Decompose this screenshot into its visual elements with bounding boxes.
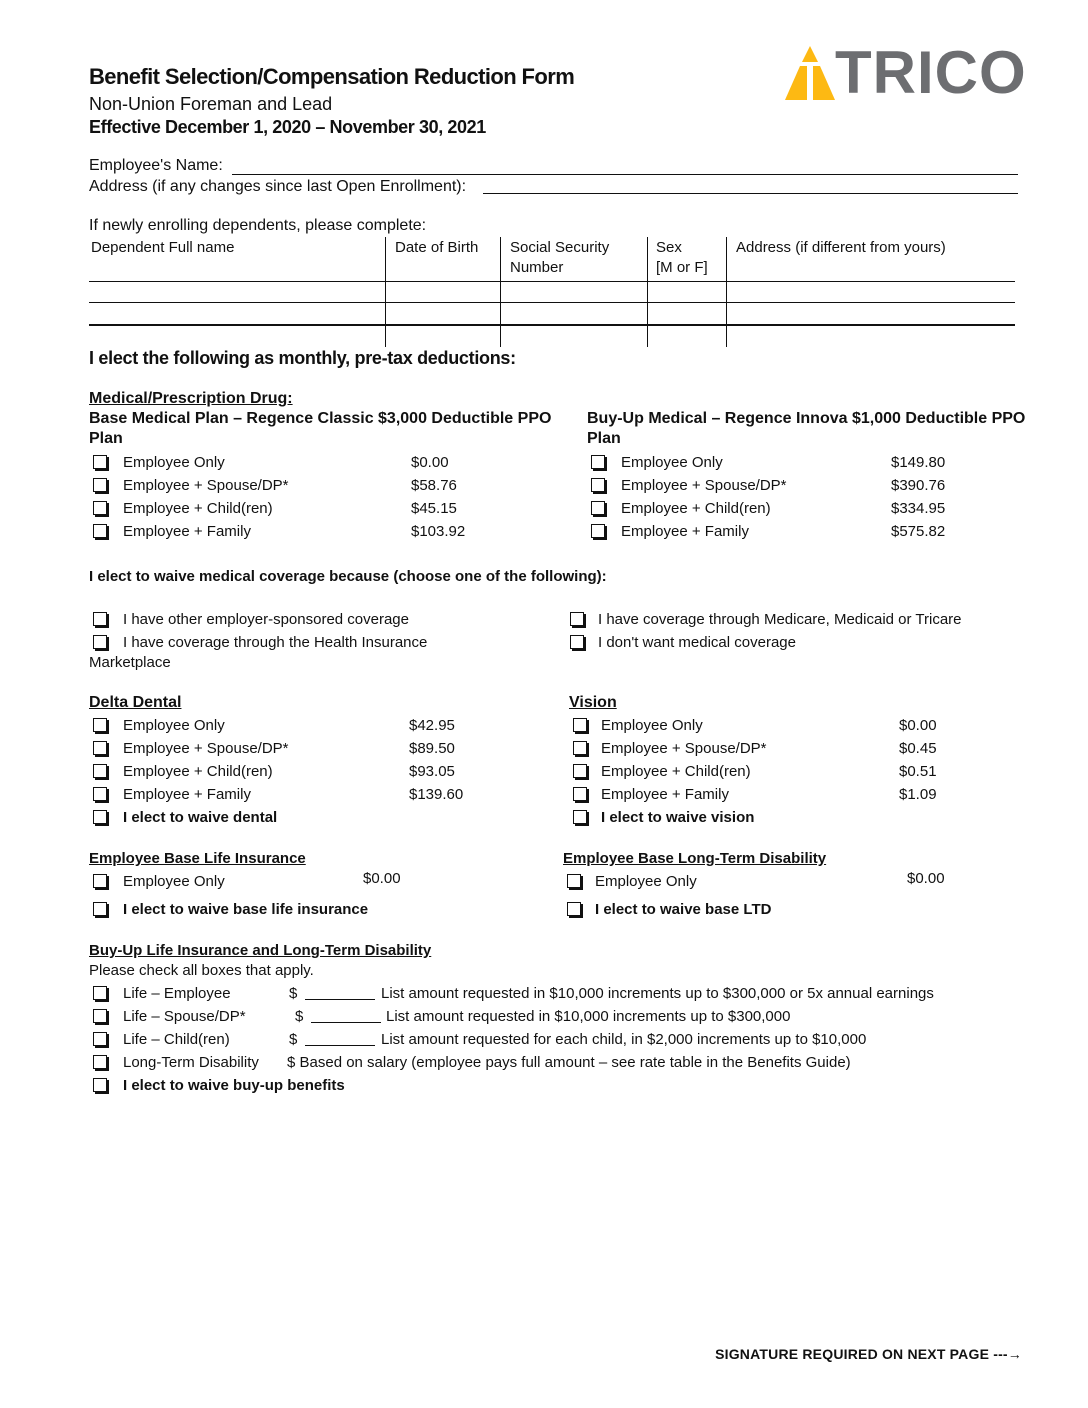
effective-dates: Effective December 1, 2020 – November 30, 2021 bbox=[89, 117, 486, 137]
base-medical-title: Base Medical Plan – Regence Classic $3,000 Deductible PPO bbox=[89, 410, 552, 427]
col-header-ssn: Social Security Number bbox=[510, 239, 610, 276]
checkbox[interactable] bbox=[93, 764, 107, 778]
vision-heading: Vision bbox=[569, 694, 617, 711]
checkbox[interactable] bbox=[591, 524, 605, 538]
arrow-right-icon: → bbox=[1007, 1346, 1022, 1362]
checkbox[interactable] bbox=[93, 986, 107, 1000]
waive-medical-option-cont: Marketplace bbox=[89, 654, 171, 671]
checkbox[interactable] bbox=[93, 455, 107, 469]
table-row[interactable] bbox=[89, 324, 1015, 326]
checkbox[interactable] bbox=[93, 612, 107, 626]
table-row[interactable] bbox=[89, 302, 1015, 303]
form-title: Benefit Selection/Compensation Reduction Form bbox=[89, 64, 575, 89]
trico-logo bbox=[783, 39, 1048, 106]
employee-name-field[interactable] bbox=[232, 174, 1018, 175]
checkbox[interactable] bbox=[93, 524, 107, 538]
checkbox[interactable] bbox=[93, 787, 107, 801]
amount-field[interactable] bbox=[311, 1022, 381, 1023]
checkbox[interactable] bbox=[93, 478, 107, 492]
checkbox[interactable] bbox=[567, 902, 581, 916]
checkbox[interactable] bbox=[93, 902, 107, 916]
checkbox[interactable] bbox=[573, 810, 587, 824]
checkbox[interactable] bbox=[567, 874, 581, 888]
buyup-medical-title-cont: Plan bbox=[587, 430, 621, 447]
column-divider bbox=[726, 237, 727, 347]
trico-triangle-icon bbox=[783, 46, 837, 102]
checkbox[interactable] bbox=[591, 478, 605, 492]
elect-heading: I elect the following as monthly, pre-tax deductions: bbox=[89, 348, 516, 368]
checkbox[interactable] bbox=[570, 612, 584, 626]
checkbox[interactable] bbox=[93, 1009, 107, 1023]
base-life-heading: Employee Base Life Insurance bbox=[89, 850, 306, 867]
amount-field[interactable] bbox=[305, 999, 375, 1000]
checkbox[interactable] bbox=[93, 874, 107, 888]
col-header-sex: Sex [M or F] bbox=[656, 239, 708, 276]
checkbox[interactable] bbox=[591, 501, 605, 515]
employee-name-label: Employee's Name: bbox=[89, 157, 223, 174]
checkbox[interactable] bbox=[570, 635, 584, 649]
address-label: Address (if any changes since last Open Enrollment): bbox=[89, 178, 467, 195]
checkbox[interactable] bbox=[93, 635, 107, 649]
checkbox[interactable] bbox=[93, 810, 107, 824]
logo-wordmark: TRICO bbox=[835, 39, 1027, 106]
checkbox[interactable] bbox=[93, 501, 107, 515]
col-header-address: Address (if different from yours) bbox=[736, 239, 946, 256]
checkbox[interactable] bbox=[93, 718, 107, 732]
address-field[interactable] bbox=[483, 193, 1018, 194]
buyup-life-heading: Buy-Up Life Insurance and Long-Term Disability bbox=[89, 942, 432, 959]
checkbox[interactable] bbox=[573, 741, 587, 755]
buyup-medical-title: Buy-Up Medical – Regence Innova $1,000 Deductible PPO bbox=[587, 410, 1026, 427]
base-medical-title-cont: Plan bbox=[89, 430, 123, 447]
medical-heading: Medical/Prescription Drug: bbox=[89, 390, 293, 407]
dependents-intro: If newly enrolling dependents, please complete: bbox=[89, 217, 427, 234]
checkbox[interactable] bbox=[93, 1032, 107, 1046]
base-ltd-heading: Employee Base Long-Term Disability bbox=[563, 850, 827, 867]
checkbox[interactable] bbox=[573, 787, 587, 801]
amount-field[interactable] bbox=[305, 1045, 375, 1046]
waive-medical-heading: I elect to waive medical coverage because (choose one of the following): bbox=[89, 568, 607, 585]
checkbox[interactable] bbox=[573, 718, 587, 732]
signature-note: SIGNATURE REQUIRED ON NEXT PAGE ---→ bbox=[715, 1346, 1022, 1362]
col-header-dob: Date of Birth bbox=[395, 239, 479, 256]
column-divider bbox=[500, 237, 501, 347]
checkbox[interactable] bbox=[573, 764, 587, 778]
column-divider bbox=[647, 237, 648, 347]
form-subtitle: Non-Union Foreman and Lead bbox=[89, 94, 333, 114]
checkbox[interactable] bbox=[591, 455, 605, 469]
table-row[interactable] bbox=[89, 281, 1015, 282]
dental-heading: Delta Dental bbox=[89, 694, 182, 711]
col-header-name: Dependent Full name bbox=[91, 239, 235, 256]
checkbox[interactable] bbox=[93, 1078, 107, 1092]
buyup-life-instruction: Please check all boxes that apply. bbox=[89, 962, 314, 979]
checkbox[interactable] bbox=[93, 741, 107, 755]
checkbox[interactable] bbox=[93, 1055, 107, 1069]
column-divider bbox=[385, 237, 386, 347]
